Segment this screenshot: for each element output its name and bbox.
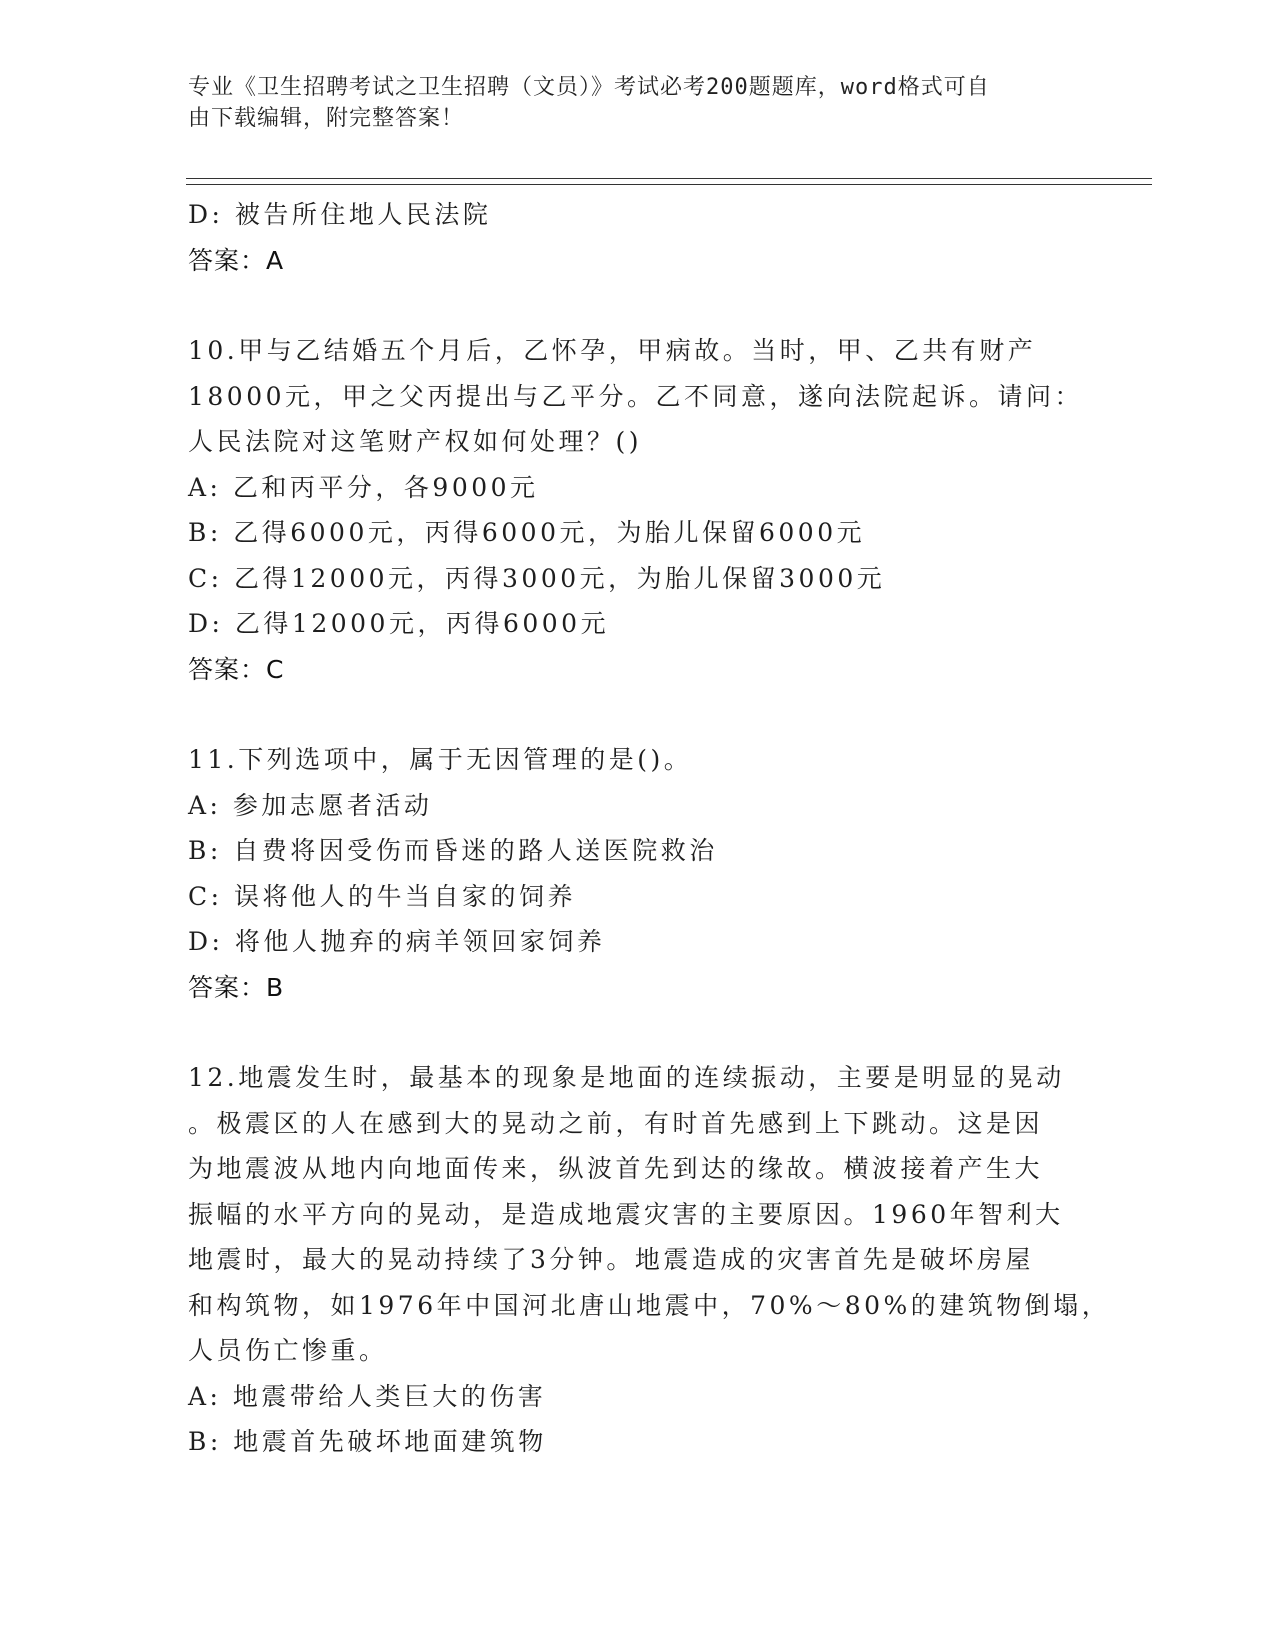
question-stem-line: 。极震区的人在感到大的晃动之前，有时首先感到上下跳动。这是因 [188,1108,1044,1138]
option-b: B: 乙得6000元，丙得6000元，为胎儿保留6000元 [188,518,866,547]
option-d: D: 将他人抛弃的病羊领回家饲养 [188,927,606,956]
question-stem-line: 人员伤亡惨重。 [188,1336,388,1365]
question-stem-line: 振幅的水平方向的晃动，是造成地震灾害的主要原因。1960年智利大 [188,1199,1064,1229]
spacer [188,283,1088,328]
spacer [188,1010,1088,1055]
question-stem-line: 人民法院对这笔财产权如何处理？() [188,427,643,456]
question-stem-line: 10.甲与乙结婚五个月后，乙怀孕，甲病故。当时，甲、乙共有财产 [188,336,1037,365]
header-line-1: 专业《卫生招聘考试之卫生招聘（文员）》考试必考200题题库，word格式可自 [188,75,990,100]
option-d: D: 乙得12000元，丙得6000元 [188,609,610,638]
document-header [188,72,1068,134]
spacer [188,692,1088,737]
prev-option-d: D: 被告所住地人民法院 [188,200,492,229]
header-line-2: 由下载编辑，附完整答案！ [188,106,465,131]
document-body [188,192,1111,1465]
question-stem-line: 地震时，最大的晃动持续了3分钟。地震造成的灾害首先是破坏房屋 [188,1245,1034,1274]
header-divider-bottom [186,184,1152,185]
question-stem-line: 11.下列选项中，属于无因管理的是()。 [188,745,693,774]
question-stem-line: 18000元，甲之父丙提出与乙平分。乙不同意，遂向法院起诉。请问： [188,381,1084,411]
question-stem-line: 和构筑物，如1976年中国河北唐山地震中，70%～80%的建筑物倒塌， [188,1290,1111,1320]
question-stem-line: 为地震波从地内向地面传来，纵波首先到达的缘故。横波接着产生大 [188,1154,1044,1183]
option-a: A: 地震带给人类巨大的伤害 [188,1381,547,1411]
option-a: A: 参加志愿者活动 [188,790,433,820]
question-stem-line: 12.地震发生时，最基本的现象是地面的连续振动，主要是明显的晃动 [188,1063,1065,1092]
option-c: C: 乙得12000元，丙得3000元，为胎儿保留3000元 [188,563,886,593]
answer: 答案：B [188,972,285,1002]
prev-answer: 答案：A [188,245,285,275]
question-12 [188,1055,1111,1465]
question-10 [188,328,1088,692]
option-c: C: 误将他人的牛当自家的饲养 [188,881,576,911]
header-divider-top [186,178,1152,179]
option-a: A: 乙和丙平分，各9000元 [188,472,539,502]
answer: 答案：C [188,654,285,684]
option-b: B: 地震首先破坏地面建筑物 [188,1427,547,1456]
question-11 [188,737,1088,1010]
option-b: B: 自费将因受伤而昏迷的路人送医院救治 [188,836,718,865]
